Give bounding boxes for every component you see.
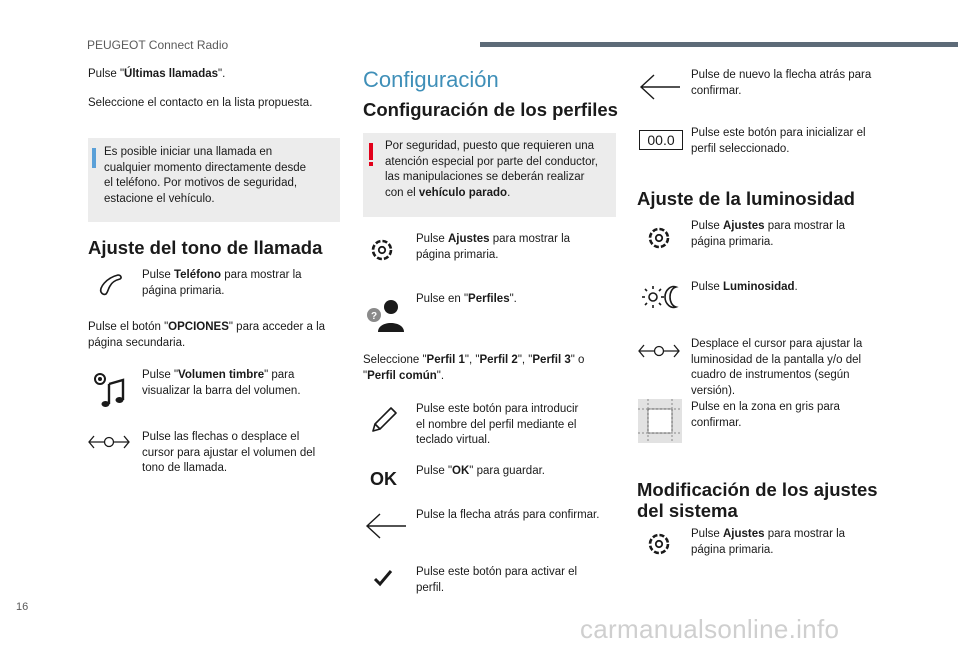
brightness-step1: Pulse Ajustes para mostrar la página primaria. [691, 220, 846, 248]
checkmark-icon [373, 569, 393, 587]
warning-icon [369, 143, 373, 160]
profiles-step3: Pulse este botón para introducir el nombre del perfil mediante el teclado virtual. [416, 403, 579, 446]
system-step1: Pulse Ajustes para mostrar la página primaria. [691, 528, 846, 556]
settings-gear-icon-3 [645, 530, 673, 558]
header-bar [480, 42, 958, 47]
recent-calls-text: Pulse "Últimas llamadas". [88, 68, 226, 80]
pencil-icon [368, 404, 400, 436]
brightness-sun-moon-icon [641, 284, 683, 310]
select-profile-text: Seleccione "Perfil 1", "Perfil 2", "Perfil 3" o "Perfil común". [363, 354, 585, 382]
ok-button-icon: OK [370, 469, 397, 489]
system-settings-heading: Modificación de los ajustes del sistema [637, 479, 878, 521]
ringtone-heading: Ajuste del tono de llamada [88, 237, 323, 258]
reset-button-icon: 00.0 [639, 130, 683, 150]
back-arrow-icon [364, 511, 408, 541]
back-arrow-icon-2 [638, 72, 682, 102]
page-number: 16 [16, 601, 29, 613]
profiles-step5: Pulse la flecha atrás para confirmar. [416, 509, 600, 521]
warning-note-text: Por seguridad, puesto que requieren una atención especial por parte del conductor, las manipulaciones se deberán realizar con el vehículo parado. [385, 140, 598, 199]
settings-gear-icon [368, 236, 396, 264]
options-text: Pulse el botón "OPCIONES" para acceder a la página secundaria. [88, 321, 326, 349]
slider-arrows-icon-2 [637, 341, 681, 361]
section-title: Configuración [363, 67, 499, 92]
brightness-step3: Desplace el cursor para ajustar la luminosidad de la pantalla y/o del cuadro de instrumentos (según versión). [691, 338, 863, 397]
select-contact-text: Seleccione el contacto en la lista propuesta. [88, 97, 313, 109]
phone-icon [96, 270, 126, 298]
header-title: PEUGEOT Connect Radio [87, 38, 229, 52]
reset-step2: Pulse este botón para inicializar el perfil seleccionado. [691, 127, 866, 155]
grey-zone-icon [638, 399, 682, 443]
brightness-heading: Ajuste de la luminosidad [637, 188, 855, 209]
profiles-step4: Pulse "OK" para guardar. [416, 465, 545, 477]
info-note-text: Es posible iniciar una llamada en cualquier momento directamente desde el teléfono. Por motivos de seguridad, estacione el vehículo. [104, 146, 307, 205]
profiles-step1: Pulse Ajustes para mostrar la página primaria. [416, 233, 571, 261]
settings-gear-icon-2 [645, 224, 673, 252]
ringtone-step1: Pulse Teléfono para mostrar la página primaria. [142, 269, 302, 297]
ringtone-step2: Pulse "Volumen timbre" para visualizar la barra del volumen. [142, 369, 301, 397]
watermark: carmanualsonline.info [580, 614, 840, 644]
slider-arrows-icon [87, 432, 131, 452]
brightness-step2: Pulse Luminosidad. [691, 281, 798, 293]
profiles-heading: Configuración de los perfiles [363, 99, 618, 120]
svg-text:?: ? [370, 311, 378, 322]
ringtone-step3: Pulse las flechas o desplace el cursor para ajustar el volumen del tono de llamada. [142, 431, 316, 474]
brightness-step4: Pulse en la zona en gris para confirmar. [691, 401, 840, 429]
confirm-step1: Pulse de nuevo la flecha atrás para confirmar. [691, 69, 872, 97]
profiles-step6: Pulse este botón para activar el perfil. [416, 566, 578, 594]
music-settings-icon [92, 370, 128, 408]
profile-user-icon [365, 298, 405, 332]
info-note [88, 138, 340, 222]
profiles-step2: Pulse en "Perfiles". [416, 293, 517, 305]
info-icon [92, 148, 96, 168]
warning-note [363, 133, 616, 217]
